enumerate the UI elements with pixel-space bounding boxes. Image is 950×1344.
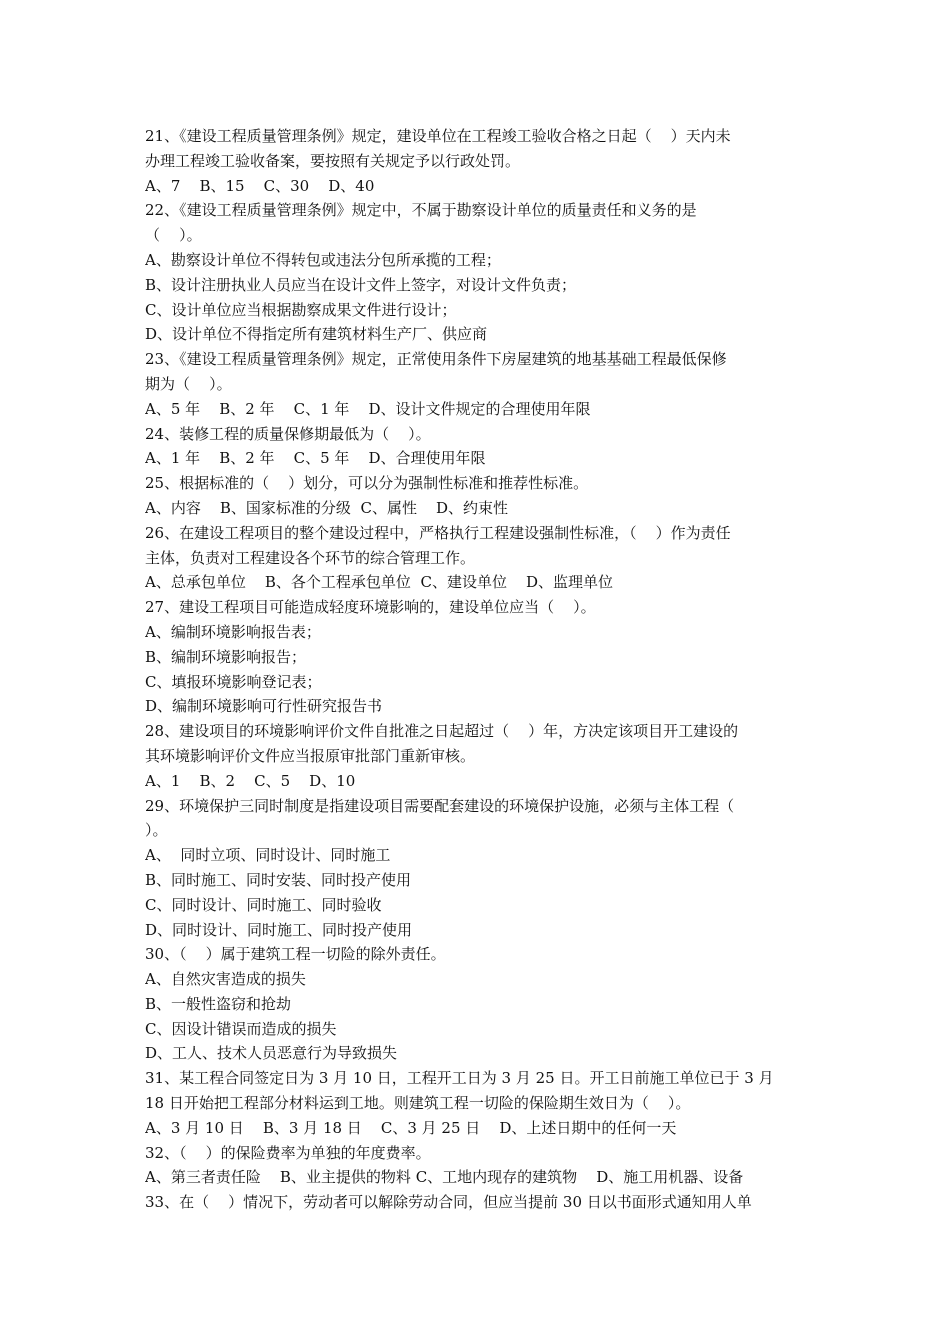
answer-option-line: D、工人、技术人员恶意行为导致损失 bbox=[145, 1044, 398, 1063]
question-text-line: 24、装修工程的质量保修期最低为（ ）。 bbox=[145, 424, 431, 443]
question-text-line: 31、某工程合同签定日为 3 月 10 日，工程开工日为 3 月 25 日。开工日前施工单位已于 3 月 bbox=[145, 1069, 774, 1088]
question-text-line: ）。 bbox=[145, 821, 168, 840]
question-text-line: 25、根据标准的（ ）划分，可以分为强制性标准和推荐性标准。 bbox=[145, 474, 589, 493]
answer-option-line: A、自然灾害造成的损失 bbox=[145, 970, 306, 989]
answer-option-line: D、设计单位不得指定所有建筑材料生产厂、供应商 bbox=[145, 325, 488, 344]
answer-option-line: A、7 B、15 C、30 D、40 bbox=[145, 176, 375, 195]
answer-option-line: A、1 年 B、2 年 C、5 年 D、合理使用年限 bbox=[145, 449, 486, 468]
answer-option-line: A、1 B、2 C、5 D、10 bbox=[145, 771, 356, 790]
question-text-line: 期为（ ）。 bbox=[145, 374, 232, 393]
answer-option-line: A、总承包单位 B、各个工程承包单位 C、建设单位 D、监理单位 bbox=[145, 573, 614, 592]
question-text-line: 28、建设项目的环境影响评价文件自批准之日起超过（ ）年，方决定该项目开工建设的 bbox=[145, 722, 739, 741]
question-text-line: 26、在建设工程项目的整个建设过程中，严格执行工程建设强制性标准，（ ）作为责任 bbox=[145, 523, 731, 542]
answer-option-line: A、内容 B、国家标准的分级 C、属性 D、约束性 bbox=[145, 498, 509, 517]
answer-option-line: C、设计单位应当根据勘察成果文件进行设计； bbox=[145, 300, 457, 319]
question-text-line: 27、建设工程项目可能造成轻度环境影响的，建设单位应当（ ）。 bbox=[145, 598, 596, 617]
question-text-line: 33、在（ ）情况下，劳动者可以解除劳动合同，但应当提前 30 日以书面形式通知用人单 bbox=[145, 1193, 752, 1212]
answer-option-line: A、第三者责任险 B、业主提供的物料 C、工地内现存的建筑物 D、施工用机器、设备 bbox=[145, 1168, 744, 1187]
question-text-line: 21、《建设工程质量管理条例》规定，建设单位在工程竣工验收合格之日起（ ）天内未 bbox=[145, 127, 731, 145]
question-text-line: 其环境影响评价文件应当报原审批部门重新审核。 bbox=[145, 746, 476, 765]
question-text-line: 30、（ ）属于建筑工程一切险的除外责任。 bbox=[145, 945, 446, 964]
answer-option-line: D、同时设计、同时施工、同时投产使用 bbox=[145, 920, 413, 939]
question-text-line: 办理工程竣工验收备案，要按照有关规定予以行政处罚。 bbox=[145, 151, 521, 170]
question-text-line: 22、《建设工程质量管理条例》规定中，不属于勘察设计单位的质量责任和义务的是 bbox=[145, 201, 697, 220]
answer-option-line: A、5 年 B、2 年 C、1 年 D、设计文件规定的合理使用年限 bbox=[145, 399, 591, 418]
question-text-line: 18 日开始把工程部分材料运到工地。则建筑工程一切险的保险期生效日为（ ）。 bbox=[145, 1094, 691, 1113]
answer-option-line: B、一般性盗窃和抢劫 bbox=[145, 994, 292, 1013]
answer-option-line: C、同时设计、同时施工、同时验收 bbox=[145, 895, 382, 914]
answer-option-line: A、编制环境影响报告表； bbox=[145, 622, 321, 641]
answer-option-line: D、编制环境影响可行性研究报告书 bbox=[145, 697, 383, 716]
answer-option-line: B、设计注册执业人员应当在设计文件上签字，对设计文件负责； bbox=[145, 275, 577, 294]
question-text-line: （ ）。 bbox=[145, 226, 202, 245]
answer-option-line: A、 同时立项、同时设计、同时施工 bbox=[145, 846, 391, 865]
answer-option-line: A、3 月 10 日 B、3 月 18 日 C、3 月 25 日 D、上述日期中的任何一天 bbox=[145, 1118, 677, 1137]
question-text-line: 主体，负责对工程建设各个环节的综合管理工作。 bbox=[145, 548, 476, 567]
document-page bbox=[145, 124, 807, 1215]
answer-option-line: A、勘察设计单位不得转包或违法分包所承揽的工程； bbox=[145, 250, 501, 269]
question-text-line: 23、《建设工程质量管理条例》规定，正常使用条件下房屋建筑的地基基础工程最低保修 bbox=[145, 350, 727, 369]
question-text-line: 29、环境保护三同时制度是指建设项目需要配套建设的环境保护设施，必须与主体工程（ bbox=[145, 796, 735, 815]
answer-option-line: B、同时施工、同时安装、同时投产使用 bbox=[145, 870, 412, 889]
answer-option-line: B、编制环境影响报告； bbox=[145, 647, 307, 666]
answer-option-line: C、填报环境影响登记表； bbox=[145, 672, 322, 691]
answer-option-line: C、因设计错误而造成的损失 bbox=[145, 1019, 337, 1038]
question-text-line: 32、（ ）的保险费率为单独的年度费率。 bbox=[145, 1143, 431, 1162]
